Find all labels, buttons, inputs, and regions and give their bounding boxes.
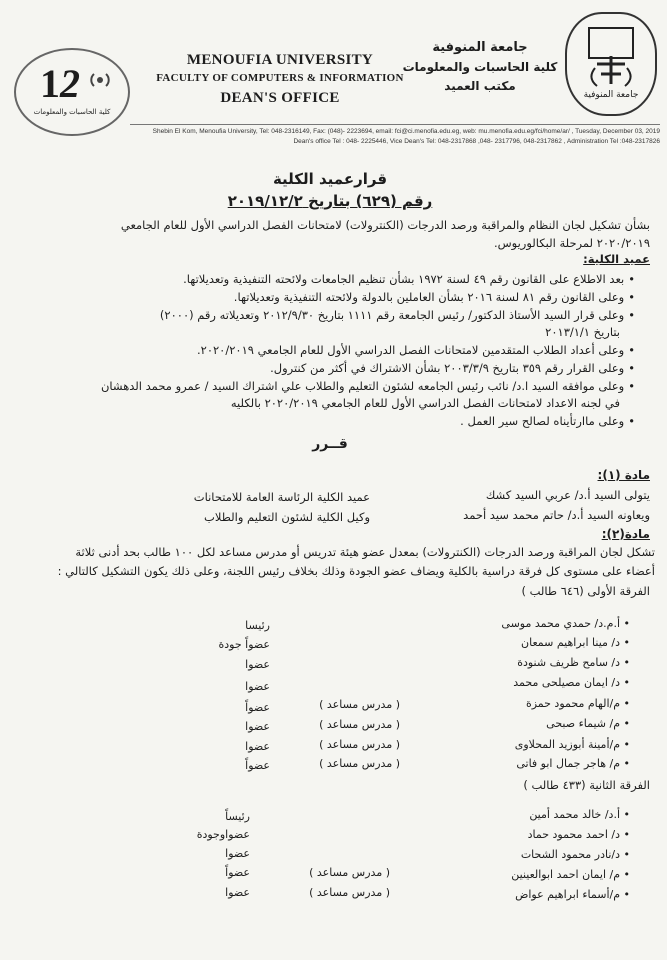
year-2-member-3-name: • د/نادر محمود الشحات: [520, 848, 630, 861]
year-1-member-8-rank: ( مدرس مساعد ): [319, 757, 400, 770]
subject-line-2: ٢٠٢٠/٢٠١٩ لمرحلة البكالوريوس.: [493, 236, 650, 250]
year-2-member-5-role: عضوا: [225, 886, 250, 899]
article-1-title: مادة (١):: [597, 468, 650, 482]
decision-title: قرارعميد الكلية: [272, 170, 388, 188]
logo-right-text: جامعة المنوفية: [583, 90, 639, 100]
article-1-line-1: يتولى السيد أ.د/ عربي السيد كشك: [485, 488, 650, 502]
english-faculty: FACULTY OF COMPUTERS & INFORMATION: [156, 72, 404, 84]
year-2-member-2-role: عضواوجودة: [196, 828, 250, 841]
decides-heading: قــرر: [312, 436, 348, 452]
year-1-member-3-name: • د/ سامح ظريف شنودة: [517, 656, 630, 669]
whereas-3-cont: بتاريخ ٢٠١٣/١/١: [545, 325, 620, 339]
arabic-faculty: كلية الحاسبات والمعلومات: [402, 60, 558, 74]
article-1-line-2-role: وكيل الكلية لشئون التعليم والطلاب: [204, 510, 370, 524]
contact-line-1: Shebin El Kom, Menoufia University, Tel: 048-2316149, Fax: (048)- 2223694, email: fci@ci.menofia.edu.eg, web: mu.menofia.edu.eg/fci/home/ar/ , Tuesday, December 03, 2019: [152, 128, 660, 135]
whereas-4: • وعلى أعداد الطلاب المتقدمين لامتحانات الفصل الدراسي الأول للعام الجامعي ٢٠٢٠/٢٠١٩.: [20, 343, 635, 357]
faculty-logo: [14, 48, 130, 136]
year-2-member-1-name: • أ.د/ خالد محمد أمين: [529, 808, 630, 821]
year-1-member-1-role: رئيسا: [245, 619, 270, 632]
subject-line-1: بشأن تشكيل لجان النظام والمراقبة ورصد الدرجات (الكنترولات) لامتحانات الفصل الدراسي الأول للعام الجامعي: [120, 218, 650, 232]
arabic-university: جامعة المنوفية: [432, 40, 528, 55]
year-1-member-2-role: عضواً جودة: [218, 638, 270, 651]
whereas-6-cont: في لجنه الاعداد لامتحانات الفصل الدراسي الأول للعام الجامعي ٢٠٢٠/٢٠١٩ بالكليه: [230, 396, 620, 410]
year-1-member-7-role: عضوا: [245, 740, 270, 753]
logo-left-text: كلية الحاسبات والمعلومات: [33, 108, 111, 116]
article-2-title: مادة(٢):: [601, 527, 650, 541]
year-1-member-3-role: عضوا: [245, 658, 270, 671]
whereas-5: • وعلى القرار رقم ٣٥٩ بتاريخ ٢٠٠٣/٣/٩ بشأن الاشتراك في أكثر من كنترول.: [20, 361, 635, 375]
year-1-member-4-role: عضوا: [245, 680, 270, 693]
whereas-1: • بعد الاطلاع على القانون رقم ٤٩ لسنة ١٩٧٢ بشأن تنظيم الجامعات ولائحته التنفيذية وتعديلاتها.: [20, 272, 635, 286]
year-2-member-1-role: رئيساً: [225, 810, 250, 823]
whereas-3: • وعلى قرار السيد الأستاذ الدكتور/ رئيس الجامعة رقم ١١١١ بتاريخ ٢٠١٢/٩/٣٠ وتعديلاته رقم (٢٠٠٠): [20, 308, 635, 322]
year-2-member-5-rank: ( مدرس مساعد ): [309, 886, 390, 899]
year-1-member-4-name: • د/ ايمان مصيلحى محمد: [513, 676, 630, 689]
year-2-title: الفرقة الثانية (٤٣٣ طالب ): [523, 778, 650, 792]
year-2-member-2-name: • د/ احمد محمود حماد: [527, 828, 630, 841]
year-1-member-5-rank: ( مدرس مساعد ): [319, 698, 400, 711]
year-1-member-8-name: • م/ هاجر جمال ابو فاتى: [516, 757, 630, 770]
dean-label: عميد الكلية:: [583, 252, 650, 266]
year-1-title: الفرقة الأولى (٦٤٦ طالب ): [521, 584, 650, 598]
article-1-line-1-role: عميد الكلية الرئاسة العامة للامتحانات: [193, 490, 370, 504]
article-1-line-2: ويعاونه السيد أ.د/ حاتم محمد سيد أحمد: [463, 508, 650, 522]
year-1-member-1-name: • أ.م.د/ حمدي محمد موسى: [501, 617, 630, 630]
whereas-2: • وعلى القانون رقم ٨١ لسنة ٢٠١٦ بشأن العاملين بالدولة ولائحته التنفيذية وتعديلاتها.: [20, 290, 635, 304]
article-2-text-2: أعضاء على مستوى كل فرقة دراسية بالكلية ويضاف عضو الجودة وذلك بخلاف رئيس اللجنة، وعلى ذلك يكون التشكيل كالتالي :: [57, 564, 655, 578]
arabic-office: مكتب العميد: [444, 79, 516, 93]
year-1-member-8-role: عضواً: [245, 759, 270, 772]
whereas-6: • وعلى موافقه السيد ا.د/ نائب رئيس الجامعه لشئون التعليم والطلاب علي اشتراك السيد / عمرو محمد الدهشان: [20, 379, 635, 393]
year-2-member-4-rank: ( مدرس مساعد ): [309, 866, 390, 879]
year-1-member-6-name: • م/ شيماء صبحى: [546, 717, 630, 730]
header-divider: [130, 124, 660, 125]
year-1-member-7-name: • م/أمينة أبوزيد المحلاوى: [514, 738, 630, 751]
year-1-member-6-role: عضوا: [245, 720, 270, 733]
english-office: DEAN'S OFFICE: [220, 90, 340, 106]
whereas-7: • وعلى ماارتأيناه لصالح سير العمل .: [20, 414, 635, 428]
university-logo: [565, 12, 657, 116]
decision-number: رقم (٦٢٩) بتاريخ ٢٠١٩/١٢/٢: [227, 192, 433, 210]
article-2-text-1: تشكل لجان المراقبة ورصد الدرجات (الكنترولات) بمعدل عضو هيئة تدريس أو مدرس مساعد لكل ١٠٠ طالب بحد أدنى ثلاثة: [75, 545, 655, 559]
year-1-member-7-rank: ( مدرس مساعد ): [319, 738, 400, 751]
contact-line-2: Dean's office Tel : 048- 2225446, Vice Dean's Tel: 048-2317868 ,048- 2317796, 048-2317862 , Administration Tel :048-2317826: [293, 138, 660, 145]
year-1-member-6-rank: ( مدرس مساعد ): [319, 718, 400, 731]
year-2-member-3-role: عضوا: [225, 847, 250, 860]
year-1-member-5-name: • م/الهام محمود حمزة: [525, 697, 630, 710]
year-1-member-2-name: • د/ مينا ابراهيم سمعان: [521, 636, 630, 649]
signal-icon: [88, 68, 112, 92]
english-university: MENOUFIA UNIVERSITY: [186, 52, 374, 68]
year-2-member-4-role: عضواً: [225, 866, 250, 879]
year-2-member-5-name: • م/أسماء ابراهيم عواض: [515, 888, 630, 901]
year-1-member-5-role: عضواً: [245, 701, 270, 714]
faculty-logo-mark: 12: [40, 61, 80, 106]
year-2-member-4-name: • م/ ايمان احمد ابوالعينين: [511, 868, 630, 881]
